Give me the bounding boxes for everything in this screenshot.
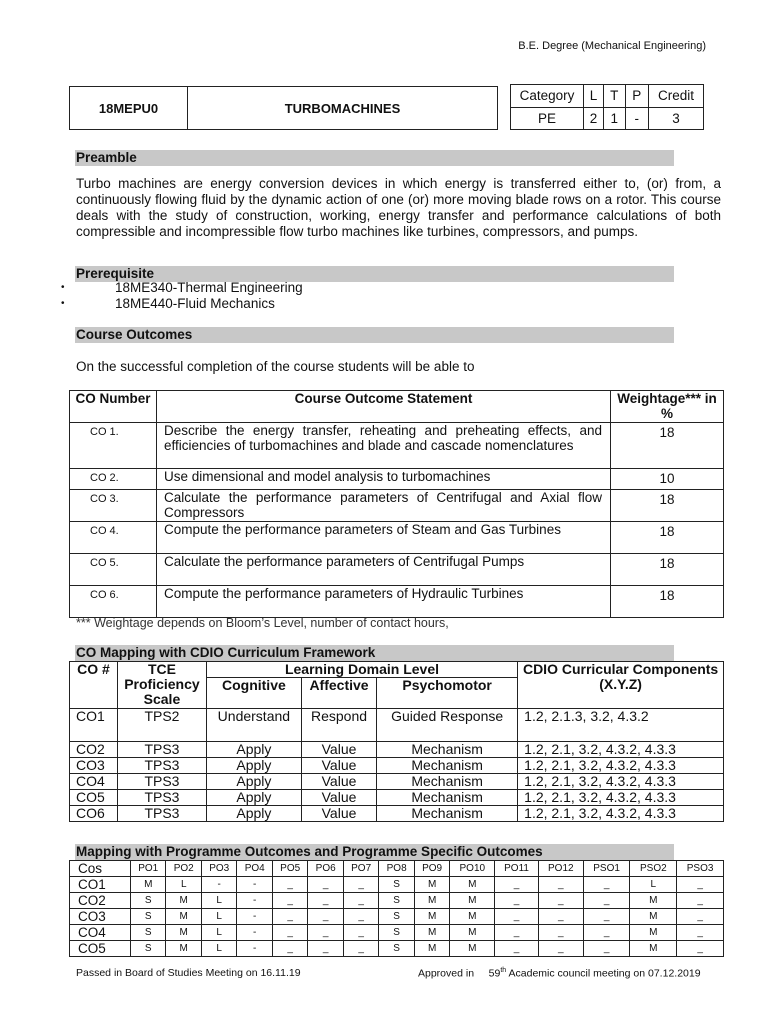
- po-cell: _: [343, 893, 378, 909]
- po-header-cell: PSO3: [677, 861, 724, 877]
- co-weight: 18: [611, 554, 724, 586]
- po-cell: M: [131, 877, 166, 893]
- po-cell: _: [495, 941, 539, 957]
- po-cell: _: [308, 909, 343, 925]
- tce-cell: TPS3: [118, 806, 207, 822]
- po-cell: _: [308, 893, 343, 909]
- po-cell: S: [131, 925, 166, 941]
- po-cell: M: [414, 877, 449, 893]
- table-row: [70, 423, 724, 469]
- po-header-cell: PO6: [308, 861, 343, 877]
- psychomotor-cell: Mechanism: [377, 790, 518, 806]
- course-code-table: [69, 86, 498, 130]
- co-number-header: CO Number: [70, 391, 157, 423]
- co-number: CO 4.: [70, 522, 157, 554]
- table-row: [70, 941, 724, 957]
- co-header: CO #: [70, 662, 118, 709]
- po-cell: M: [450, 909, 495, 925]
- po-cell: -: [237, 925, 272, 941]
- po-cell: S: [379, 925, 414, 941]
- po-header-cell: PO11: [495, 861, 539, 877]
- affective-header: Affective: [301, 678, 376, 709]
- prerequisite-list: [115, 280, 303, 312]
- l-header: L: [584, 85, 604, 108]
- components-cell: 1.2, 2.1, 3.2, 4.3.2, 4.3.3: [518, 742, 724, 758]
- po-cell: _: [583, 909, 630, 925]
- po-header-cell: PO7: [343, 861, 378, 877]
- po-cell: _: [272, 941, 307, 957]
- tce-cell: TPS3: [118, 758, 207, 774]
- prerequisite-heading: Prerequisite: [75, 266, 674, 282]
- po-cell: M: [414, 909, 449, 925]
- po-cell: _: [343, 925, 378, 941]
- affective-cell: Value: [301, 742, 376, 758]
- po-cell: _: [272, 925, 307, 941]
- table-row: [70, 909, 724, 925]
- po-cell: M: [166, 925, 201, 941]
- co-number: CO 3.: [70, 490, 157, 522]
- po-header-cell: PO1: [131, 861, 166, 877]
- t-value: 1: [603, 107, 625, 130]
- po-cell: M: [450, 893, 495, 909]
- cognitive-cell: Apply: [206, 806, 301, 822]
- council-suffix: th: [500, 967, 507, 974]
- council-approval-text: [418, 967, 701, 980]
- course-outcomes-intro: On the successful completion of the course students will be able to: [76, 359, 475, 374]
- po-header-cell: PO5: [272, 861, 307, 877]
- cognitive-header: Cognitive: [206, 678, 301, 709]
- po-cell: S: [131, 941, 166, 957]
- course-outcomes-heading: Course Outcomes: [75, 327, 674, 343]
- co-statement: Compute the performance parameters of Steam and Gas Turbines: [157, 522, 611, 554]
- table-row: [70, 925, 724, 941]
- cognitive-cell: Apply: [206, 774, 301, 790]
- co-cell: CO4: [70, 774, 118, 790]
- po-header-cell: PO12: [538, 861, 583, 877]
- po-cell: M: [414, 893, 449, 909]
- table-row: [70, 586, 724, 618]
- course-title: TURBOMACHINES: [188, 87, 498, 130]
- table-row: [70, 758, 724, 774]
- po-cell: _: [538, 909, 583, 925]
- document-header: B.E. Degree (Mechanical Engineering): [518, 40, 706, 52]
- po-cell: M: [414, 941, 449, 957]
- po-header-cell: PSO2: [630, 861, 677, 877]
- po-cell: _: [343, 909, 378, 925]
- table-row: [70, 806, 724, 822]
- po-cell: M: [450, 925, 495, 941]
- co-cell: CO5: [70, 790, 118, 806]
- po-cell: _: [677, 941, 724, 957]
- po-cell: S: [379, 893, 414, 909]
- co-cell: CO2: [70, 742, 118, 758]
- table-row: [70, 774, 724, 790]
- domain-header: Learning Domain Level: [206, 662, 517, 678]
- approved-label: Approved in: [418, 967, 475, 980]
- list-item: • 18ME440-Fluid Mechanics: [87, 296, 303, 312]
- po-cell: _: [538, 941, 583, 957]
- table-row: [70, 893, 724, 909]
- components-cell: 1.2, 2.1, 3.2, 4.3.2, 4.3.3: [518, 806, 724, 822]
- po-cell: _: [343, 877, 378, 893]
- co-cell: CO2: [70, 893, 131, 909]
- po-cell: _: [677, 909, 724, 925]
- table-row: [70, 490, 724, 522]
- po-cell: _: [677, 893, 724, 909]
- po-cell: _: [677, 925, 724, 941]
- category-value: PE: [511, 107, 584, 130]
- cognitive-cell: Apply: [206, 758, 301, 774]
- affective-cell: Respond: [301, 709, 376, 742]
- po-cell: _: [538, 925, 583, 941]
- tce-cell: TPS3: [118, 742, 207, 758]
- po-cell: S: [379, 909, 414, 925]
- po-cell: _: [495, 925, 539, 941]
- po-cell: L: [630, 877, 677, 893]
- po-cell: S: [131, 893, 166, 909]
- psychomotor-cell: Mechanism: [377, 774, 518, 790]
- po-cell: _: [677, 877, 724, 893]
- po-header-cell: PO4: [237, 861, 272, 877]
- components-cell: 1.2, 2.1.3, 3.2, 4.3.2: [518, 709, 724, 742]
- tce-cell: TPS3: [118, 774, 207, 790]
- table-row: [70, 742, 724, 758]
- po-cell: M: [630, 925, 677, 941]
- po-mapping-table: [69, 860, 724, 957]
- council-text: Academic council meeting on 07.12.2019: [508, 967, 701, 980]
- table-row: [70, 522, 724, 554]
- co-cell: CO1: [70, 709, 118, 742]
- cognitive-cell: Apply: [206, 790, 301, 806]
- components-cell: 1.2, 2.1, 3.2, 4.3.2, 4.3.3: [518, 790, 724, 806]
- po-header-cell: PO2: [166, 861, 201, 877]
- co-weight: 18: [611, 586, 724, 618]
- council-number: 59: [488, 967, 501, 980]
- po-cell: S: [379, 941, 414, 957]
- t-header: T: [603, 85, 625, 108]
- cdio-heading: CO Mapping with CDIO Curriculum Framework: [75, 645, 674, 661]
- co-statement: Calculate the performance parameters of Centrifugal and Axial flow Compressors: [157, 490, 611, 522]
- po-cell: M: [630, 909, 677, 925]
- po-cell: _: [343, 941, 378, 957]
- p-header: P: [625, 85, 648, 108]
- course-code: 18MEPU0: [70, 87, 188, 130]
- po-cell: _: [495, 909, 539, 925]
- affective-cell: Value: [301, 790, 376, 806]
- preamble-heading: Preamble: [75, 150, 674, 166]
- po-cell: -: [237, 877, 272, 893]
- cognitive-cell: Apply: [206, 742, 301, 758]
- affective-cell: Value: [301, 774, 376, 790]
- category-header: Category: [511, 85, 584, 108]
- table-row: [70, 554, 724, 586]
- tce-header: TCE Proficiency Scale: [118, 662, 207, 709]
- po-cell: L: [201, 893, 236, 909]
- po-cell: L: [201, 925, 236, 941]
- components-header: CDIO Curricular Components (X.Y.Z): [518, 662, 724, 709]
- l-value: 2: [584, 107, 604, 130]
- components-cell: 1.2, 2.1, 3.2, 4.3.2, 4.3.3: [518, 758, 724, 774]
- co-statement: Calculate the performance parameters of Centrifugal Pumps: [157, 554, 611, 586]
- co-weight: 18: [611, 522, 724, 554]
- po-cell: S: [379, 877, 414, 893]
- po-header-cell: PO9: [414, 861, 449, 877]
- table-row: [70, 790, 724, 806]
- po-header-cell: PO10: [450, 861, 495, 877]
- po-header-cell: PO3: [201, 861, 236, 877]
- po-cell: _: [308, 941, 343, 957]
- cdio-table: [69, 661, 724, 822]
- course-outcomes-table: [69, 390, 724, 618]
- po-header-row: [70, 861, 724, 877]
- po-header-cell: PSO1: [583, 861, 630, 877]
- co-statement: Use dimensional and model analysis to turbomachines: [157, 469, 611, 490]
- po-cell: -: [237, 941, 272, 957]
- preamble-text: Turbo machines are energy conversion devices in which energy is transferred either to, (or) from, a continuously flowing fluid by the dynamic action of one (or) more moving blade rows on a rotor. This course deals with the study of construction, working, energy transfer and performance calculations of both compressible and incompressible flow turbo machines like turbines, compressors, and pumps.: [76, 176, 721, 239]
- cos-header: Cos: [70, 861, 131, 877]
- affective-cell: Value: [301, 806, 376, 822]
- po-cell: -: [237, 909, 272, 925]
- components-cell: 1.2, 2.1, 3.2, 4.3.2, 4.3.3: [518, 774, 724, 790]
- po-cell: -: [201, 877, 236, 893]
- po-cell: -: [237, 893, 272, 909]
- board-approval-text: Passed in Board of Studies Meeting on 16.11.19: [76, 967, 301, 979]
- psychomotor-header: Psychomotor: [377, 678, 518, 709]
- category-table: [510, 84, 704, 130]
- po-header-cell: PO8: [379, 861, 414, 877]
- po-cell: _: [583, 925, 630, 941]
- po-cell: _: [583, 941, 630, 957]
- co-statement: Describe the energy transfer, reheating and preheating effects, and efficiencies of turbomachines and blade and cascade nomenclatures: [157, 423, 611, 469]
- table-row: [70, 709, 724, 742]
- credit-value: 3: [649, 107, 704, 130]
- co-weight: 18: [611, 423, 724, 469]
- co-cell: CO6: [70, 806, 118, 822]
- po-cell: M: [450, 877, 495, 893]
- co-number: CO 6.: [70, 586, 157, 618]
- co-number: CO 1.: [70, 423, 157, 469]
- co-weight: 10: [611, 469, 724, 490]
- po-cell: _: [272, 893, 307, 909]
- table-row: [70, 877, 724, 893]
- statement-header: Course Outcome Statement: [157, 391, 611, 423]
- weightage-note: *** Weightage depends on Bloom’s Level, number of contact hours,: [76, 616, 449, 630]
- table-row: [70, 469, 724, 490]
- co-number: CO 5.: [70, 554, 157, 586]
- co-cell: CO4: [70, 925, 131, 941]
- tce-cell: TPS2: [118, 709, 207, 742]
- po-cell: M: [166, 941, 201, 957]
- po-cell: M: [166, 909, 201, 925]
- po-mapping-heading: Mapping with Programme Outcomes and Programme Specific Outcomes: [75, 844, 674, 860]
- po-cell: _: [495, 877, 539, 893]
- weightage-header: Weightage*** in %: [611, 391, 724, 423]
- co-number: CO 2.: [70, 469, 157, 490]
- affective-cell: Value: [301, 758, 376, 774]
- po-cell: M: [630, 941, 677, 957]
- po-cell: _: [272, 909, 307, 925]
- po-cell: _: [583, 877, 630, 893]
- po-cell: _: [538, 877, 583, 893]
- psychomotor-cell: Mechanism: [377, 806, 518, 822]
- po-cell: _: [308, 877, 343, 893]
- co-cell: CO3: [70, 909, 131, 925]
- co-cell: CO5: [70, 941, 131, 957]
- co-statement: Compute the performance parameters of Hydraulic Turbines: [157, 586, 611, 618]
- po-cell: _: [495, 893, 539, 909]
- list-item: • 18ME340-Thermal Engineering: [87, 280, 303, 296]
- psychomotor-cell: Guided Response: [377, 709, 518, 742]
- po-cell: M: [450, 941, 495, 957]
- psychomotor-cell: Mechanism: [377, 758, 518, 774]
- co-cell: CO1: [70, 877, 131, 893]
- po-cell: L: [201, 941, 236, 957]
- credit-header: Credit: [649, 85, 704, 108]
- psychomotor-cell: Mechanism: [377, 742, 518, 758]
- cognitive-cell: Understand: [206, 709, 301, 742]
- po-cell: _: [538, 893, 583, 909]
- po-cell: L: [201, 909, 236, 925]
- po-cell: _: [272, 877, 307, 893]
- po-cell: _: [583, 893, 630, 909]
- po-cell: _: [308, 925, 343, 941]
- po-cell: S: [131, 909, 166, 925]
- po-cell: M: [166, 893, 201, 909]
- co-weight: 18: [611, 490, 724, 522]
- po-cell: M: [414, 925, 449, 941]
- tce-cell: TPS3: [118, 790, 207, 806]
- co-cell: CO3: [70, 758, 118, 774]
- p-value: -: [625, 107, 648, 130]
- po-cell: M: [630, 893, 677, 909]
- po-cell: L: [166, 877, 201, 893]
